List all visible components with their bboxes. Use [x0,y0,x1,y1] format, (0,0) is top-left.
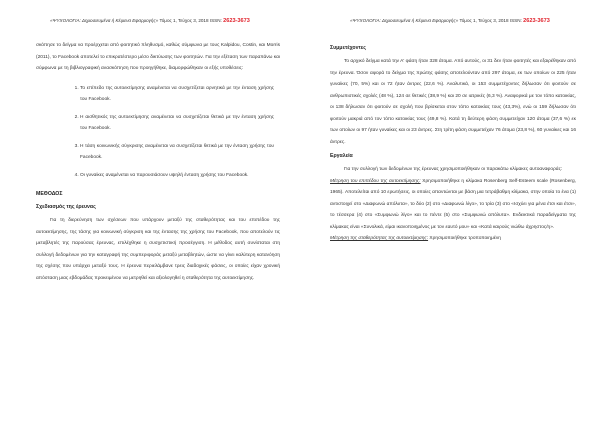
measure1-text: Χρησιμοποιήθηκε η κλίμακα Rosenberg Self-Esteem scale (Rosenberg, 1965). Αποτελείται από 10 ερωτήσεις, οι οποίες απαντώνται με βάση μια τετράβαθμη κλίμακα, στην οποία το ένα (1) αντιστοιχεί στο «Διαφωνώ απόλυτα», το δύο (2) στο «Διαφωνώ λίγο», το τρία (3) στο «Ισχύει για μένα έτσι και έτσι», το τέσσερα (4) στο «Συμφωνώ λίγο» και το πέντε (5) στο «Συμφωνώ απόλυτα». Ενδεικτικά παραδείγματα της κλίμακας είναι «Συνολικά, είμαι ικανοποιημένος με τον εαυτό μου» και «Κατά καιρούς νιώθω άχρηστος/η». [330,178,576,230]
hypothesis-item: 2. Η αισθητικός της αυτοεκτίμησης αναμένεται να συσχετίζεται θετικά με την ένταση χρήσης του Facebook. [80,112,280,135]
journal-title: «ΨΥΧΟΛΟΓΙΑ: Δημοσιευμένα ή Κέιμενα Εφαρμογής» [350,18,459,23]
journal-title: «ΨΥΧΟΛΟΓΙΑ: Δημοσιευμένα ή Κέιμενα Εφαρμογής» [50,18,159,23]
tools-paragraph: Για την συλλογή των δεδομένων της έρευνας χρησιμοποιήθηκαν οι παρακάτω κλίμακες αυτοαναφοράς: [344,167,563,172]
page-header [0,18,300,24]
left-column [36,40,280,284]
design-heading: Σχεδιασμός της έρευνας [36,204,96,210]
tools-heading: Εργαλεία [330,153,353,159]
hypothesis-item: 3. Η τάση κοινωνικής σύγκρισης αναμένεται να συσχετίζεται θετικά με την ένταση χρήσης του Facebook. [80,141,280,164]
page-header [300,18,600,24]
journal-issue: Τόμος 1, Τεύχος 3, 2018 [159,18,209,23]
issn-label: ISSN: [209,18,222,23]
right-page [300,0,600,424]
hypotheses-list [36,83,280,182]
issn-number: 2623-3673 [523,18,550,24]
measure1-paragraph [330,176,576,234]
measure2-paragraph [330,233,576,245]
issn-label: ISSN: [509,18,522,23]
method-heading: ΜΕΘΟΔΟΣ [36,191,63,197]
participants-paragraph: Το αρχικό δείγμα κατά την Α' φάση ήταν 328 άτομα. Από αυτούς, οι 31 δεν ήταν φοιτητές και εξαιρέθηκαν από την έρευνα. Όσον αφορά το δείγμα της πρώτης φάσης αποτελούνταν από 297 άτομα, εκ των οποίων οι 225 ήταν γυναίκες (70, 5%) και οι 72 ήταν άντρες (22,6 %). Αναλυτικά, οι 153 συμμετέχοντες δήλωσαν ότι φοιτούν σε ανθρωπιστικές σχολές (48 %), 124 σε θετικές (38,9 %) και 20 σε ιατρικές (6,3 %). Αναφορικά με τον τόπο κατοικίας, οι 138 δήλωσαν ότι φοιτούν σε σχολή που βρίσκεται στον τόπο κατοικίας τους (43,3%), ενώ οι 159 δήλωσαν ότι φοιτούν μακριά από τον τόπο κατοικίας τους (49,8 %). Κατά τη δεύτερη φάση συμμετείχαν 120 άτομα (37,6 %) εκ των οποίων οι 97 ήταν γυναίκες και οι 23 άντρες. Στη τρίτη φάση συμμετείχαν 76 άτομα (23,8 %), 60 γυναίκες και 16 άντρες. [330,59,576,145]
right-column [330,40,576,245]
issn-number: 2623-3673 [223,18,250,24]
intro-paragraph: σκόπησε το δείγμα να προέρχεται από φοιτητικό πληθυσμό, καθώς σύμφωνα με τους Kalpidou, Costin, και Morris (2011), το Facebook αποτελεί το επικρατέστερο μέσο δικτύωσης των φοιτητών. Για την εξέταση των παραπάνω και σύμφωνα με τη βιβλιογραφική ανασκόπηση που προηγήθηκε, διαμορφώθηκαν οι εξής υποθέσεις: [36,43,280,71]
participants-heading: Συμμετέχοντες [330,45,366,51]
design-paragraph: Για τη διερεύνηση των σχέσεων που υπάρχουν μεταξύ της σταθερότητας και του επιπέδου της αυτοεκτίμησης, της τάσης για κοινωνική σύγκριση και της έντασης της χρήσης του Facebook, που αποτελούν τις μεταβλητές της παρούσας έρευνας, επιλέχθηκε η συσχετιστική προσέγγιση. Η μέθοδος αυτή συνίσταται στη συλλογή δεδομένων για την καταγραφή της συμπεριφοράς μεταξύ μεταβλητών, ώστε να γίνει καλύτερη κατανόηση της σχέσης που υπάρχει μεταξύ τους. Η έρευνα περιελάμβανε τρεις διαδοχικές φάσεις, οι οποίες είχαν χρονική απόσταση μιας εβδομάδας προκειμένου να μετρηθεί και αξιολογηθεί η σταθερότητα της αυτοεκτίμησης. [36,218,280,281]
measure2-label: Μέτρηση της σταθερότητας της αυτοεκτίμησης: [330,236,429,241]
measure1-label: Μέτρηση του επιπέδου της αυτοεκτίμησης: [330,178,421,184]
hypothesis-item: 1. Το επίπεδο της αυτοεκτίμησης αναμένεται να συσχετίζεται αρνητικά με την ένταση χρήσης του Facebook. [80,83,280,106]
hypothesis-item: 4. Οι γυναίκες αναμένεται να παρουσιάσουν υψηλή ένταση χρήσης του Facebook. [80,170,280,182]
measure2-text: Χρησιμοποιήθηκε τροποποιημένη [429,236,501,241]
journal-issue: Τόμος 1, Τεύχος 3, 2018 [459,18,509,23]
